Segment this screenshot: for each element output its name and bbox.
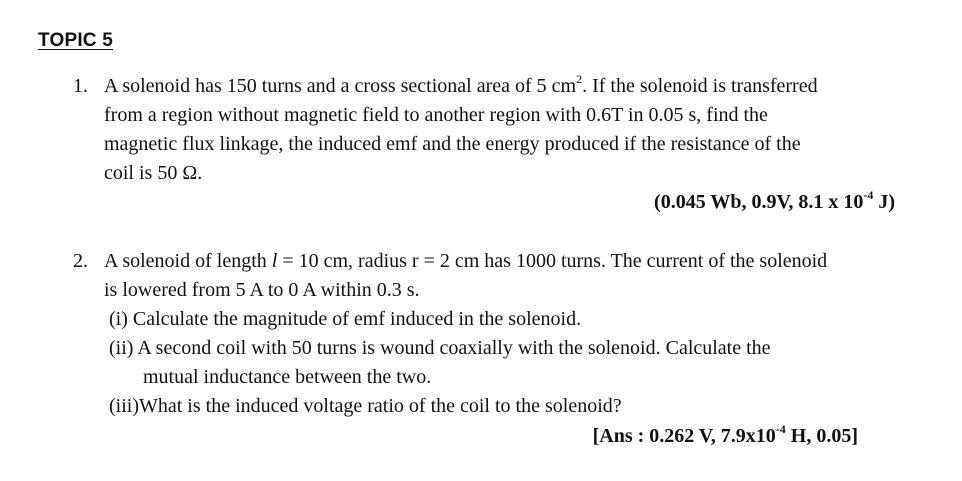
q2-line-1: [104, 249, 827, 273]
q2-length-variable: l: [271, 250, 278, 272]
topic-heading: TOPIC 5: [38, 30, 113, 51]
q1-line-1-text-b: . If the solenoid is transferred: [582, 75, 818, 97]
q1-answer: [654, 190, 895, 214]
q1-line-1: [104, 74, 818, 98]
q2-answer-text-a: [Ans : 0.262 V, 7.9x10: [592, 425, 776, 447]
q2-line-1-text-b: = 10 cm, radius r = 2 cm has 1000 turns. The current of the solenoid: [277, 250, 828, 272]
q1-answer-superscript: -4: [863, 188, 874, 203]
q1-answer-text-a: (0.045 Wb, 0.9V, 8.1 x 10: [654, 191, 864, 213]
q2-line-1-text-a: A solenoid of length: [104, 250, 272, 272]
q1-number: 1.: [73, 75, 88, 97]
q2-line-2: is lowered from 5 A to 0 A within 0.3 s.: [104, 279, 420, 301]
q1-line-4: coil is 50 Ω.: [104, 162, 203, 184]
q2-part-i: (i) Calculate the magnitude of emf induced in the solenoid.: [109, 308, 582, 330]
q1-line-2: from a region without magnetic field to another region with 0.6T in 0.05 s, find the: [104, 104, 768, 126]
q2-answer-text-b: H, 0.05]: [785, 425, 858, 447]
q2-answer-superscript: -4: [775, 422, 786, 437]
q2-part-iii: (iii)What is the induced voltage ratio of the coil to the solenoid?: [109, 395, 622, 417]
q1-line-3: magnetic flux linkage, the induced emf and the energy produced if the resistance of the: [104, 133, 801, 155]
q2-part-ii: (ii) A second coil with 50 turns is wound coaxially with the solenoid. Calculate the: [109, 337, 771, 359]
q2-part-ii-continued: mutual inductance between the two.: [143, 366, 432, 388]
q1-line-1-text-a: A solenoid has 150 turns and a cross sectional area of 5 cm: [104, 75, 577, 97]
q1-line-1-superscript: 2: [576, 72, 583, 87]
q2-number: 2.: [73, 250, 88, 272]
q1-answer-text-b: J): [873, 191, 895, 213]
q2-answer: [593, 424, 858, 448]
